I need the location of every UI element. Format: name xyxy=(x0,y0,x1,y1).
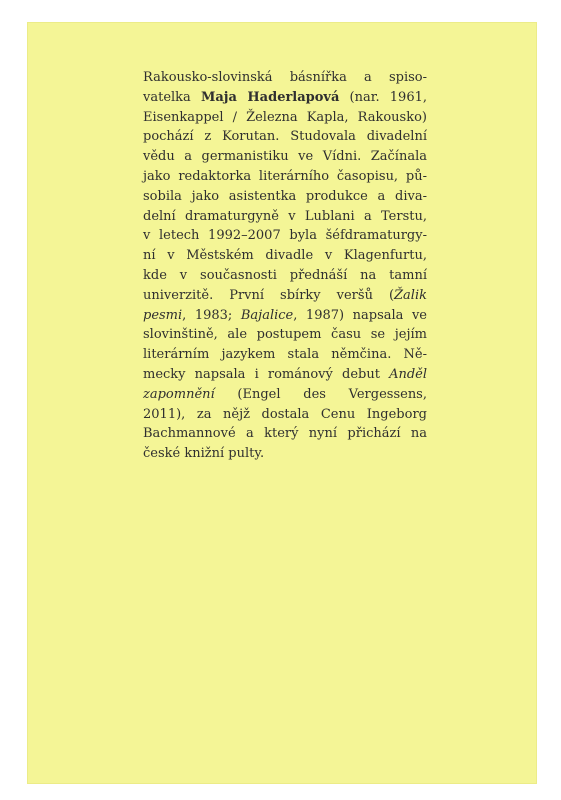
bio-line: literárním jazykem stala němčina. Ně- xyxy=(143,347,427,363)
book-title: pesmi xyxy=(143,307,183,323)
bio-line: ní v Městském divadle v Klagenfurtu, xyxy=(143,248,427,264)
bio-line xyxy=(143,306,427,326)
bio-line: 2011), za nějž dostala Cenu Ingeborg xyxy=(143,406,427,422)
bio-line xyxy=(143,385,427,405)
bio-text: , 1983; xyxy=(182,307,241,323)
bio-line: Bachmannové a který nyní přichází na xyxy=(143,426,427,442)
book-title: Žalik xyxy=(394,287,427,303)
bio-text: univerzitě. První sbírky veršů ( xyxy=(143,287,395,303)
bio-line: české knižní pulty. xyxy=(143,446,265,462)
bio-line xyxy=(143,365,427,385)
bio-text: (nar. 1961, xyxy=(339,89,428,105)
bio-text: mecky napsala i románový debut xyxy=(143,366,390,382)
book-title: zapomnění xyxy=(143,386,215,402)
bio-line: Rakousko-slovinská básnířka a spiso- xyxy=(143,70,427,85)
bio-line: pochází z Korutan. Studovala divadelní xyxy=(143,129,427,145)
bio-line: v letech 1992–2007 byla šéfdramaturgy- xyxy=(143,228,427,244)
bio-line: kde v současnosti přednáší na tamní xyxy=(143,267,427,283)
bio-line xyxy=(143,88,427,108)
bio-line: delní dramaturgyně v Lublani a Terstu, xyxy=(143,208,427,224)
bio-text: (Engel des Vergessens, xyxy=(214,386,427,402)
bio-line: vědu a germanistiku ve Vídni. Začínala xyxy=(143,149,427,165)
bio-text: , 1987) napsala ve xyxy=(293,307,427,323)
book-title: Anděl xyxy=(389,366,427,382)
author-name: Maja Haderlapová xyxy=(200,89,340,105)
bio-line: sobila jako asistentka produkce a diva- xyxy=(143,188,427,204)
bio-text: vatelka xyxy=(143,89,201,105)
book-title: Bajalice xyxy=(240,307,294,323)
bio-line xyxy=(143,286,427,306)
author-bio xyxy=(143,68,427,464)
bio-line: jako redaktorka literárního časopisu, pů- xyxy=(143,168,427,184)
bio-line: Eisenkappel / Železna Kapla, Rakousko) xyxy=(143,109,427,125)
bio-line: slovinštině, ale postupem času se jejím xyxy=(143,327,427,343)
